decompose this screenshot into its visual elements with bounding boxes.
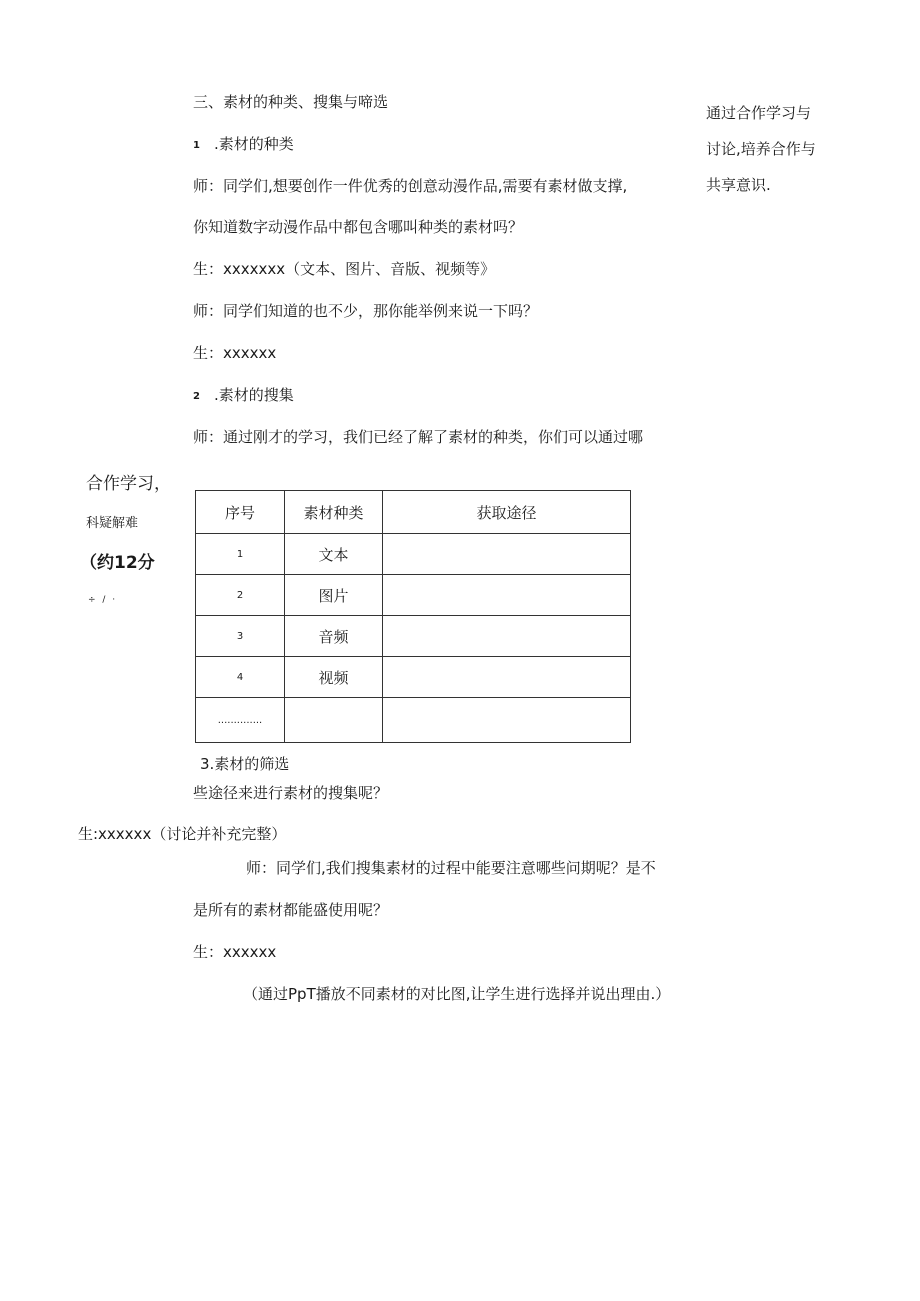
table-row: [196, 698, 631, 743]
row-type: 文本: [285, 534, 383, 575]
row-type: [285, 698, 383, 743]
table-row: [196, 616, 631, 657]
left-note-line-3: （约12分: [80, 553, 155, 573]
left-note-line-2: 科疑解难: [86, 516, 139, 531]
left-note-line-4: ÷ / ·: [88, 595, 118, 605]
subsection-2: [193, 385, 294, 407]
row-source: [383, 698, 631, 743]
row-type: 视频: [285, 657, 383, 698]
teacher-line-3: 师：通过刚才的学习，我们已经了解了素材的种类，你们可以通过哪: [193, 428, 644, 446]
subsection-3: 3.素材的筛选: [200, 755, 290, 773]
right-note-line-1: 通过合作学习与: [706, 104, 812, 122]
teacher-line-1a: 师：同学们,想要创作一件优秀的创意动漫作品,需要有素材做支撑,: [193, 177, 628, 195]
row-type: 图片: [285, 575, 383, 616]
materials-table: [195, 490, 631, 743]
teacher-line-1b: 你知道数字动漫作品中都包含哪叫种类的素材吗？: [193, 218, 524, 236]
table-row: [196, 657, 631, 698]
student-line-3: 生:xxxxxx（讨论并补充完整）: [78, 825, 287, 843]
row-number: 1: [196, 534, 285, 575]
subsection-1-label: .素材的种类: [213, 135, 294, 153]
row-number: 2: [196, 575, 285, 616]
row-type: 音频: [285, 616, 383, 657]
right-note-line-3: 共享意识.: [706, 176, 771, 194]
row-source: [383, 657, 631, 698]
student-line-4: 生：xxxxxx: [193, 943, 277, 961]
subsection-2-label: .素材的搜集: [213, 386, 294, 404]
table-row: [196, 534, 631, 575]
row-source: [383, 575, 631, 616]
subsection-2-number: 2: [193, 391, 200, 402]
subsection-1-number: 1: [193, 140, 200, 151]
continued-line: 些途径来进行素材的搜集呢？: [193, 784, 389, 802]
header-source: 获取途径: [383, 491, 631, 534]
row-source: [383, 616, 631, 657]
row-number: 3: [196, 616, 285, 657]
student-line-1: 生：xxxxxxx（文本、图片、音版、视频等》: [193, 260, 496, 278]
table-header-row: [196, 491, 631, 534]
student-line-2: 生：xxxxxx: [193, 344, 277, 362]
activity-note: （通过PpT播放不同素材的对比图,让学生进行选择并说出理由.）: [243, 985, 671, 1003]
row-source: [383, 534, 631, 575]
left-note-line-1: 合作学习，: [86, 474, 171, 494]
table-row: [196, 575, 631, 616]
header-type: 素材种类: [285, 491, 383, 534]
section-title: 三、素材的种类、搜集与啼选: [193, 93, 389, 111]
teacher-line-4a: 师：同学们,我们搜集素材的过程中能要注意哪些问期呢？是不: [246, 859, 656, 877]
subsection-1: [193, 134, 294, 156]
row-number: ..............: [196, 698, 285, 743]
right-note-line-2: 讨论,培养合作与: [706, 140, 816, 158]
row-number: 4: [196, 657, 285, 698]
teacher-line-2: 师：同学们知道的也不少，那你能举例来说一下吗？: [193, 302, 539, 320]
teacher-line-4b: 是所有的素材都能盛使用呢？: [193, 901, 389, 919]
header-number: 序号: [196, 491, 285, 534]
